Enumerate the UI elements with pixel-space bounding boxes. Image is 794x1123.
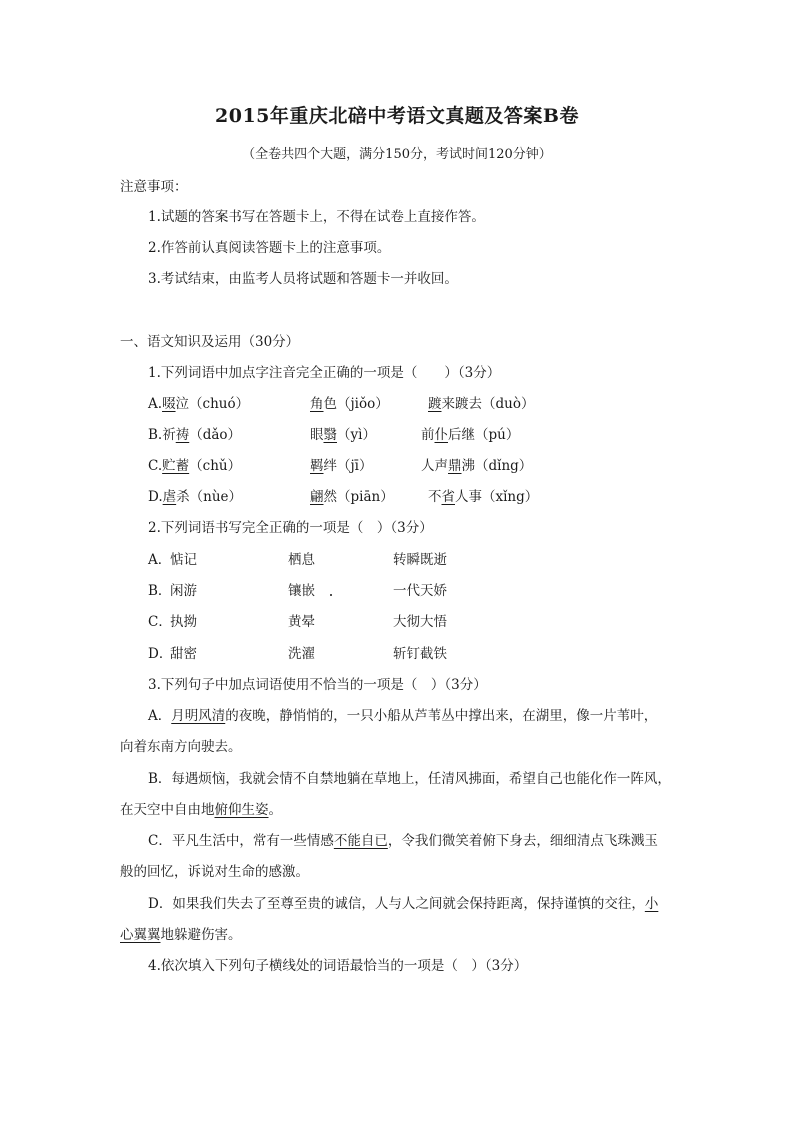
option-text: （dǎo） — [189, 427, 242, 443]
option-row — [148, 395, 249, 413]
option-text: （chǔ） — [189, 458, 242, 474]
option-b-line2 — [120, 801, 282, 819]
option-text: 在天空中自由地 — [120, 802, 215, 818]
dotted-char: 踱 — [428, 396, 442, 412]
notice-heading: 注意事项： — [120, 179, 188, 195]
option-text: 色（jiǒo） — [323, 396, 389, 412]
option-text: 来踱去（duò） — [441, 396, 535, 412]
option-row — [148, 457, 241, 475]
option-word: 一代天娇 — [393, 583, 447, 599]
option-text: 人事（xǐng） — [455, 489, 539, 505]
option-word — [421, 426, 519, 444]
dotted-char: 翳 — [323, 427, 337, 443]
option-word: 转瞬既逝 — [393, 552, 447, 568]
option-b-line1: B．每遇烦恼，我就会情不自禁地躺在草地上，任清风拂面，希望自己也能化作一阵风， — [148, 771, 671, 787]
option-a-line2: 向着东南方向驶去。 — [120, 739, 242, 755]
option-word — [310, 395, 389, 413]
option-text: 杀（nùe） — [176, 489, 243, 505]
option-word — [421, 457, 532, 475]
dotted-char: 啜 — [162, 396, 176, 412]
option-row — [148, 426, 241, 444]
option-text: 泣（chuó） — [175, 396, 250, 412]
option-d-line2 — [120, 926, 242, 944]
notice-item: 3.考试结束，由监考人员将试题和答题卡一并收回。 — [148, 271, 458, 287]
option-d-line1 — [148, 895, 658, 913]
option-word: 闲游 — [170, 583, 197, 599]
option-word: 执拗 — [170, 614, 197, 630]
dotted-char: 翩 — [310, 489, 324, 505]
option-text: D．如果我们失去了至尊至贵的诚信，人与人之间就会保持距离，保持谨慎的交往， — [148, 896, 645, 912]
section-heading: 一、语文知识及运用（30分） — [120, 334, 300, 350]
option-word — [310, 488, 394, 506]
dotted-char: 省 — [441, 489, 455, 505]
option-text: 人声 — [421, 458, 448, 474]
option-word: 洗濯 — [288, 646, 315, 662]
option-label: A． — [148, 708, 172, 724]
option-text: 不 — [428, 489, 442, 505]
option-text: 祈 — [162, 427, 176, 443]
dotted-char: 虐 — [162, 489, 177, 505]
option-label: A． — [148, 552, 172, 568]
dotted-char: 鼎 — [448, 458, 462, 474]
dotted-char: 祷 — [175, 427, 190, 443]
option-word — [310, 457, 373, 475]
dotted-phrase: 小 — [644, 896, 659, 912]
option-word: 甜密 — [170, 646, 197, 662]
option-text: ，令我们微笑着俯下身去，细细清点飞珠溅玉 — [387, 833, 658, 849]
option-label: D. — [148, 489, 163, 505]
question-stem: 2.下列词语书写完全正确的一项是（ ）（3分） — [148, 520, 433, 536]
notice-item: 2.作答前认真阅读答题卡上的注意事项。 — [148, 240, 391, 256]
option-text: 然（piān） — [323, 489, 394, 505]
option-text: 的夜晚，静悄悄的，一只小船从芦苇丛中撑出来，在湖里，像一片苇叶， — [225, 708, 658, 724]
option-word — [310, 426, 376, 444]
option-label: C． — [148, 614, 172, 630]
exam-info: （全卷共四个大题，满分150分，考试时间120分钟） — [242, 147, 552, 162]
dotted-char: 羁 — [310, 458, 324, 474]
option-label: A. — [148, 396, 163, 412]
option-label: B． — [148, 583, 172, 599]
notice-item: 1.试题的答案书写在答题卡上，不得在试卷上直接作答。 — [148, 209, 485, 225]
option-label: C. — [148, 458, 163, 474]
question-stem: 1.下列词语中加点字注音完全正确的一项是（ ）（3分） — [148, 365, 501, 381]
option-word: 栖息 — [288, 552, 315, 568]
option-word: 大彻大悟 — [393, 614, 447, 630]
option-text: 绊（jī） — [323, 458, 373, 474]
option-text: 眼 — [310, 427, 324, 443]
dotted-phrase: 月明风清 — [171, 708, 226, 724]
option-word: 斩钉截铁 — [393, 646, 447, 662]
dotted-char: 角 — [310, 396, 324, 412]
option-word — [428, 488, 538, 506]
page-title: 2015年重庆北碚中考语文真题及答案B卷 — [215, 105, 579, 127]
option-word: 惦记 — [170, 552, 197, 568]
dotted-phrase: 不能自已 — [333, 833, 388, 849]
option-label: D． — [148, 646, 173, 662]
option-a-line1 — [148, 707, 657, 725]
option-text: C．平凡生活中，常有一些情感 — [148, 833, 334, 849]
dotted-char: 贮蓄 — [162, 458, 190, 474]
option-row — [148, 488, 242, 506]
dotted-phrase: 心翼翼 — [120, 927, 161, 943]
option-text: 后继（pú） — [448, 427, 520, 443]
question-stem: 4.依次填入下列句子横线处的词语最恰当的一项是（ ）（3分） — [148, 958, 528, 974]
dotted-phrase: 俯仰生姿 — [214, 802, 269, 818]
option-text: 前 — [421, 427, 435, 443]
option-text: 。 — [268, 802, 282, 818]
option-word: 镶嵌 — [288, 583, 315, 599]
option-text: 沸（dǐng） — [461, 458, 533, 474]
question-stem: 3.下列句子中加点词语使用不恰当的一项是（ ）（3分） — [148, 677, 487, 693]
stray-dot — [330, 594, 332, 596]
option-c-line1 — [148, 832, 658, 850]
option-word: 黄晕 — [288, 614, 315, 630]
dotted-char: 仆 — [434, 427, 448, 443]
option-c-line2: 般的回忆，诉说对生命的感激。 — [120, 864, 309, 880]
option-label: B. — [148, 427, 163, 443]
option-text: （yì） — [337, 427, 376, 443]
option-text: 地躲避伤害。 — [160, 927, 242, 943]
option-word — [428, 395, 534, 413]
